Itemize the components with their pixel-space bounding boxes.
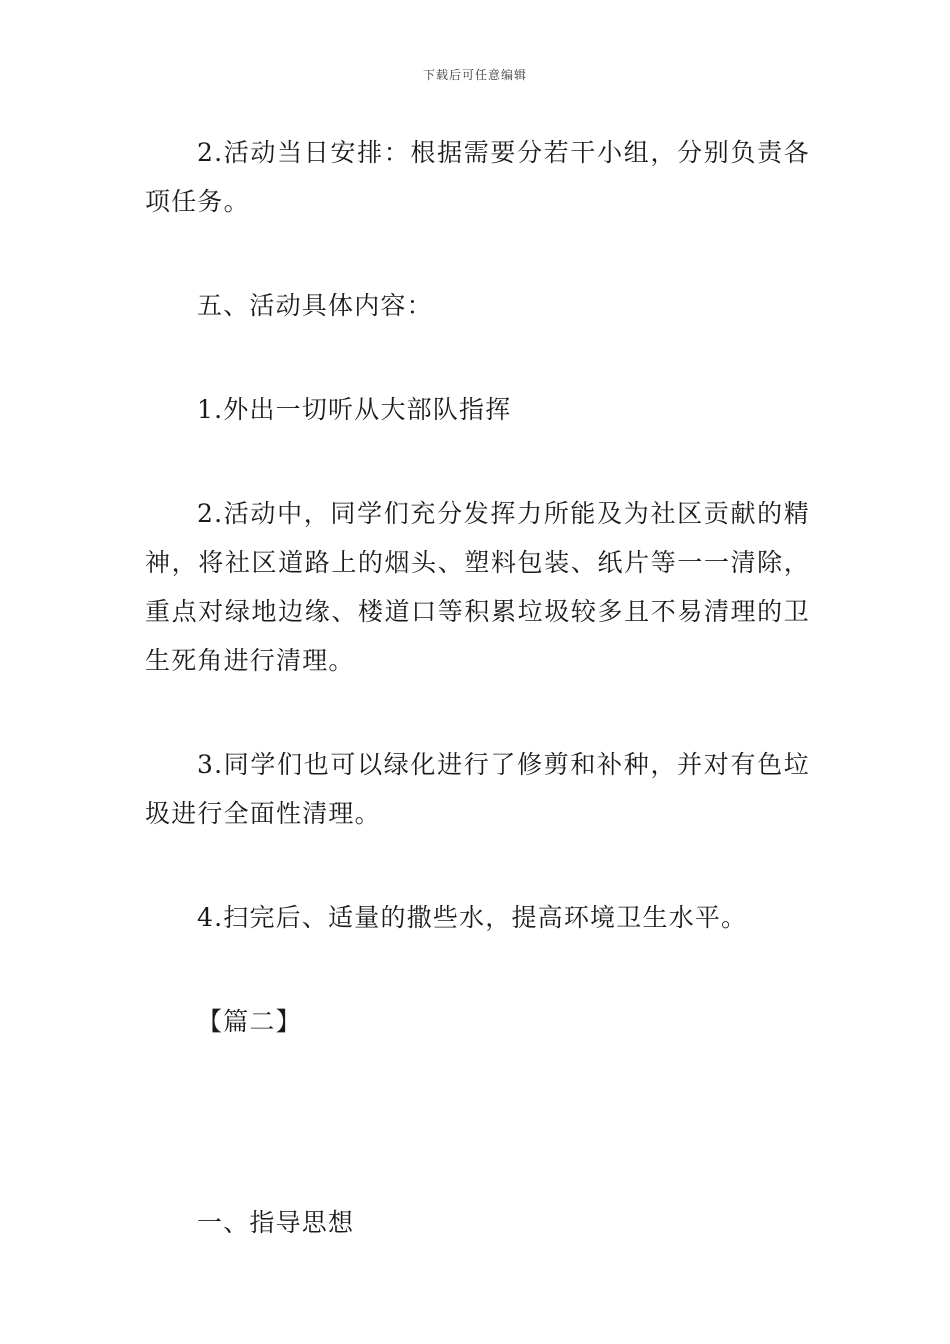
document-body [145, 128, 810, 1247]
list-item-1: 1.外出一切听从大部队指挥 [197, 395, 512, 424]
chapter-heading-part-two: 【篇二】 [197, 1007, 302, 1036]
paragraph-activity-arrangement: 2.活动当日安排：根据需要分若干小组，分别负责各项任务。 [145, 138, 810, 216]
list-item-3: 3.同学们也可以绿化进行了修剪和补种，并对有色垃圾进行全面性清理。 [145, 750, 810, 828]
section-heading-guiding-ideology: 一、指导思想 [197, 1208, 355, 1237]
page-header-note: 下载后可任意编辑 [422, 68, 527, 82]
list-item-4: 4.扫完后、适量的撒些水，提高环境卫生水平。 [197, 903, 748, 932]
section-heading-activity-content: 五、活动具体内容： [197, 291, 433, 320]
list-item-2: 2.活动中，同学们充分发挥力所能及为社区贡献的精神，将社区道路上的烟头、塑料包装、纸片等一一清除，重点对绿地边缘、楼道口等积累垃圾较多且不易清理的卫生死角进行清理。 [145, 499, 810, 675]
